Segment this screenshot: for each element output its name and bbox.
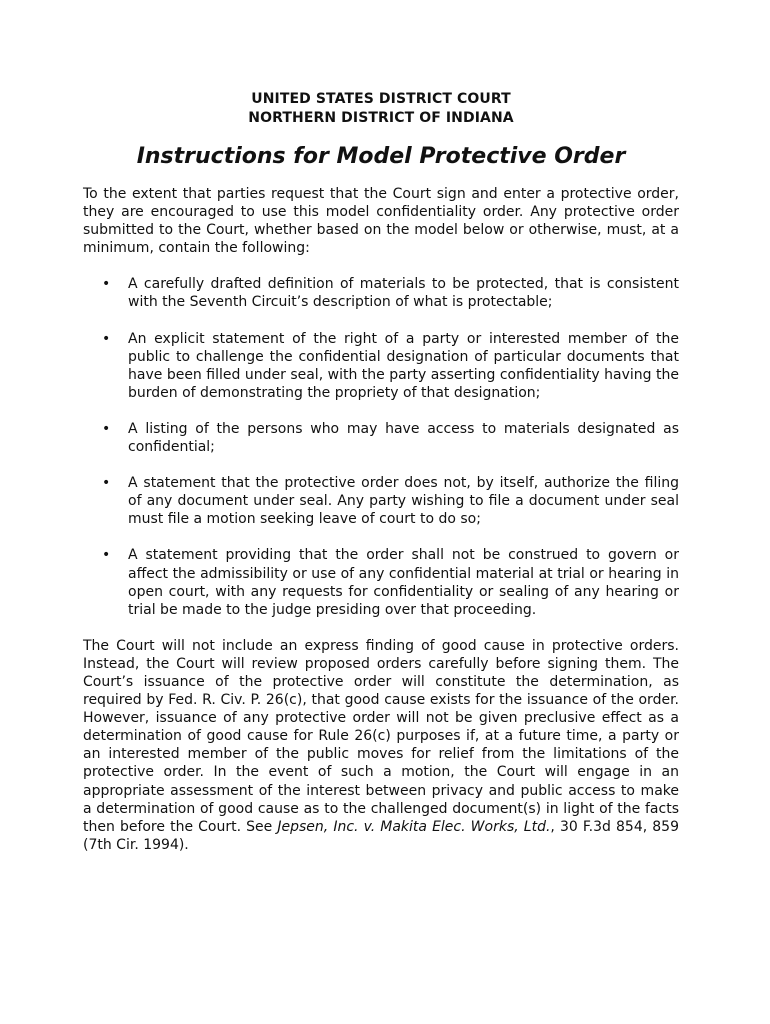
case-citation-name: Jepsen, Inc. v. Makita Elec. Works, Ltd. <box>277 818 551 835</box>
requirement-item-right-to-challenge <box>83 330 679 402</box>
case-citation-reporter: , 30 F.3d 854, 859 (7th Cir. 1994). <box>83 818 679 853</box>
requirement-text: A statement that the protective order does not, by itself, authorize the filing of any document under seal. Any party wishing to file a document under seal must file a motion seeking leave of court to do so; <box>128 475 679 528</box>
document-page <box>83 0 679 854</box>
bullet-icon: • <box>102 475 111 492</box>
closing-paragraph <box>83 637 679 854</box>
requirements-list <box>83 275 679 618</box>
requirement-item-access-listing <box>83 420 679 456</box>
bullet-icon: • <box>102 330 111 347</box>
requirement-text: An explicit statement of the right of a party or interested member of the public to challenge the confidential designation of particular documents that have been filled under seal, with the party asserting confidentiality having the burden of demonstrating the propriety of that designation; <box>128 330 679 401</box>
requirement-text: A carefully drafted definition of materials to be protected, that is consistent with the Seventh Circuit’s description of what is protectable; <box>128 276 679 311</box>
bullet-icon: • <box>102 420 111 437</box>
requirement-item-admissibility <box>83 546 679 618</box>
intro-paragraph: To the extent that parties request that the Court sign and enter a protective order, they are encouraged to use this model confidentiality order. Any protective order submitted to the Court, whether based on the model below or otherwise, must, at a minimum, contain the following: <box>83 186 679 257</box>
requirement-text: A statement providing that the order shall not be construed to govern or affect the admissibility or use of any confidential material at trial or hearing in open court, with any requests for confidentiality or sealing of any hearing or trial be made to the judge presiding over that proceeding. <box>128 547 679 618</box>
requirement-text: A listing of the persons who may have access to materials designated as confidential; <box>128 420 679 456</box>
bullet-icon: • <box>102 547 111 564</box>
court-header <box>83 90 679 127</box>
court-district: NORTHERN DISTRICT OF INDIANA <box>248 109 514 126</box>
requirement-item-filing-under-seal <box>83 474 679 528</box>
requirement-item-definition <box>83 275 679 311</box>
closing-text: The Court will not include an express finding of good cause in protective orders. Instead, the Court will review proposed orders carefully before signing them. The Court’s issuance of the protective order will constitute the determination, as required by Fed. R. Civ. P. 26(c), that good cause exists for the issuance of the order. However, issuance of any protective order will not be given preclusive effect as a determination of good cause for Rule 26(c) purposes if, at a future time, a party or an interested member of the public moves for relief from the limitations of the protective order. In the event of such a motion, the Court will engage in an appropriate assessment of the interest between privacy and public access to make a determination of good cause as to the challenged document(s) in light of the facts then before the Court. See <box>83 637 679 835</box>
court-name: UNITED STATES DISTRICT COURT <box>251 91 511 107</box>
document-title: Instructions for Model Protective Order <box>136 144 626 169</box>
bullet-icon: • <box>102 276 111 293</box>
